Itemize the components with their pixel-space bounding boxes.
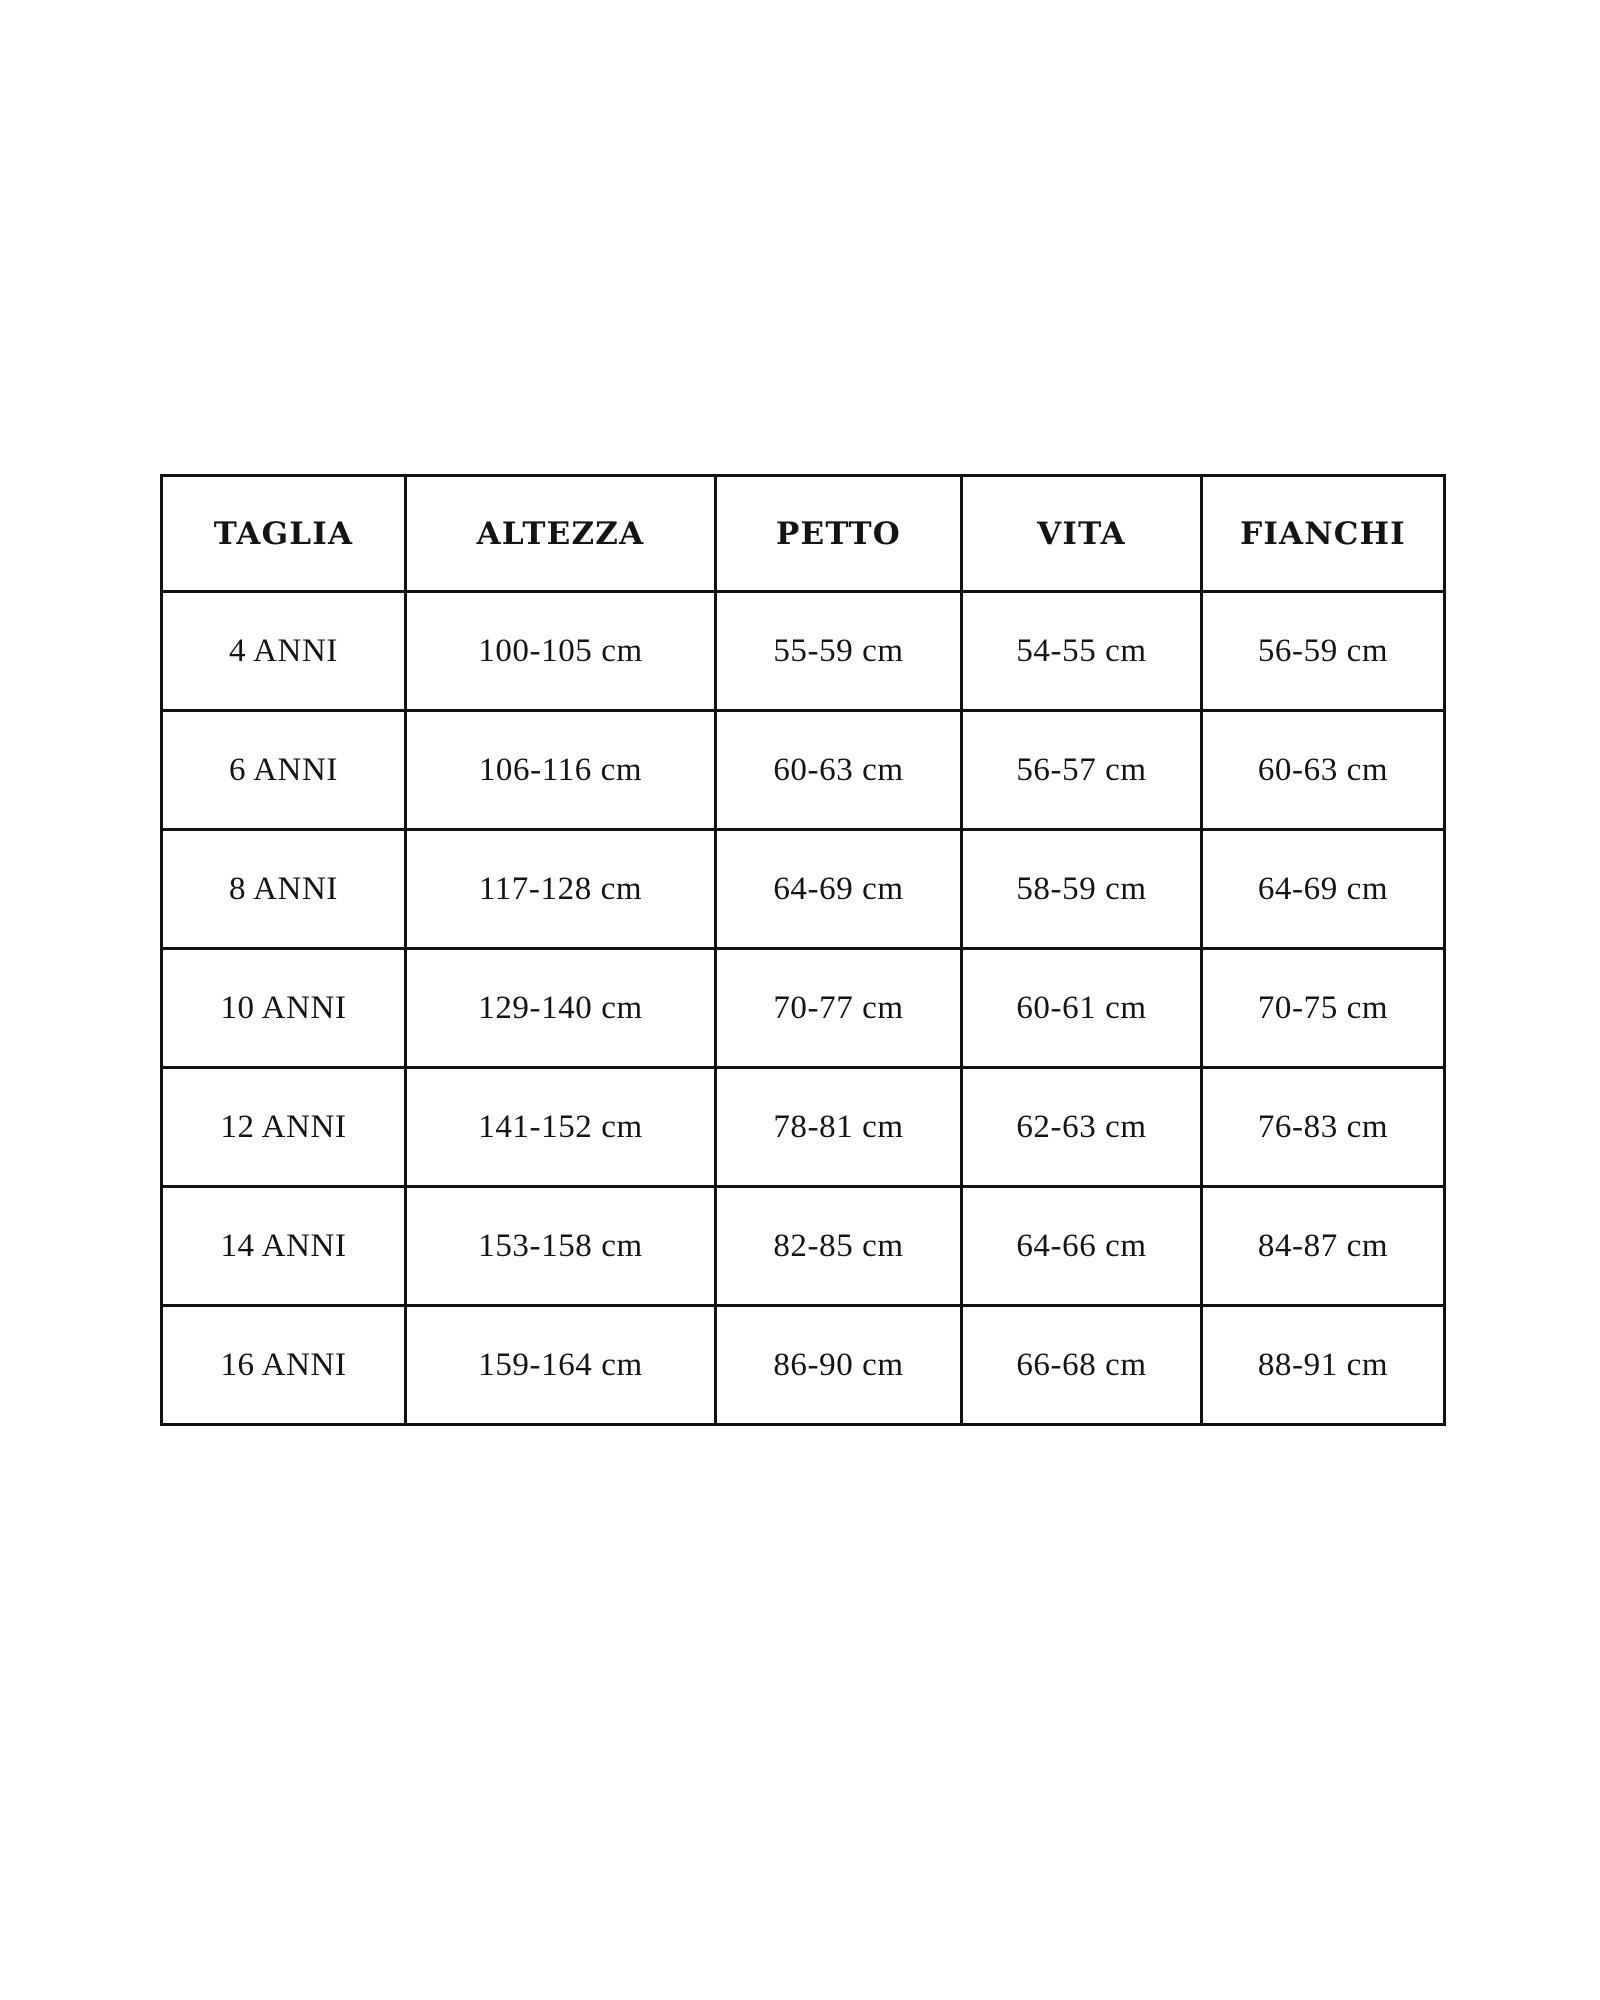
cell-petto: 86-90 cm [716, 1306, 962, 1425]
cell-fianchi: 84-87 cm [1202, 1187, 1445, 1306]
cell-taglia: 10 ANNI [162, 949, 406, 1068]
cell-vita: 66-68 cm [962, 1306, 1202, 1425]
cell-fianchi: 70-75 cm [1202, 949, 1445, 1068]
cell-taglia: 6 ANNI [162, 711, 406, 830]
table-row [162, 949, 1445, 1068]
cell-vita: 64-66 cm [962, 1187, 1202, 1306]
cell-taglia: 8 ANNI [162, 830, 406, 949]
table-row [162, 1306, 1445, 1425]
column-header-vita: VITA [962, 476, 1202, 592]
size-chart-container [160, 474, 1443, 1426]
cell-altezza: 100-105 cm [406, 592, 716, 711]
table-row [162, 830, 1445, 949]
table-row [162, 1187, 1445, 1306]
cell-fianchi: 56-59 cm [1202, 592, 1445, 711]
cell-petto: 70-77 cm [716, 949, 962, 1068]
cell-altezza: 141-152 cm [406, 1068, 716, 1187]
table-header [162, 476, 1445, 592]
cell-taglia: 4 ANNI [162, 592, 406, 711]
cell-vita: 58-59 cm [962, 830, 1202, 949]
table-row [162, 1068, 1445, 1187]
column-header-fianchi: FIANCHI [1202, 476, 1445, 592]
cell-fianchi: 88-91 cm [1202, 1306, 1445, 1425]
cell-petto: 82-85 cm [716, 1187, 962, 1306]
column-header-taglia: TAGLIA [162, 476, 406, 592]
cell-taglia: 16 ANNI [162, 1306, 406, 1425]
cell-altezza: 106-116 cm [406, 711, 716, 830]
cell-vita: 62-63 cm [962, 1068, 1202, 1187]
table-body [162, 592, 1445, 1425]
cell-petto: 60-63 cm [716, 711, 962, 830]
table-row [162, 592, 1445, 711]
cell-petto: 78-81 cm [716, 1068, 962, 1187]
table-row [162, 711, 1445, 830]
cell-vita: 54-55 cm [962, 592, 1202, 711]
cell-petto: 64-69 cm [716, 830, 962, 949]
cell-altezza: 153-158 cm [406, 1187, 716, 1306]
column-header-altezza: ALTEZZA [406, 476, 716, 592]
cell-fianchi: 64-69 cm [1202, 830, 1445, 949]
cell-petto: 55-59 cm [716, 592, 962, 711]
cell-vita: 60-61 cm [962, 949, 1202, 1068]
cell-altezza: 117-128 cm [406, 830, 716, 949]
cell-fianchi: 60-63 cm [1202, 711, 1445, 830]
cell-altezza: 129-140 cm [406, 949, 716, 1068]
cell-altezza: 159-164 cm [406, 1306, 716, 1425]
size-chart-table [160, 474, 1446, 1426]
cell-taglia: 12 ANNI [162, 1068, 406, 1187]
cell-taglia: 14 ANNI [162, 1187, 406, 1306]
table-header-row [162, 476, 1445, 592]
cell-fianchi: 76-83 cm [1202, 1068, 1445, 1187]
cell-vita: 56-57 cm [962, 711, 1202, 830]
column-header-petto: PETTO [716, 476, 962, 592]
